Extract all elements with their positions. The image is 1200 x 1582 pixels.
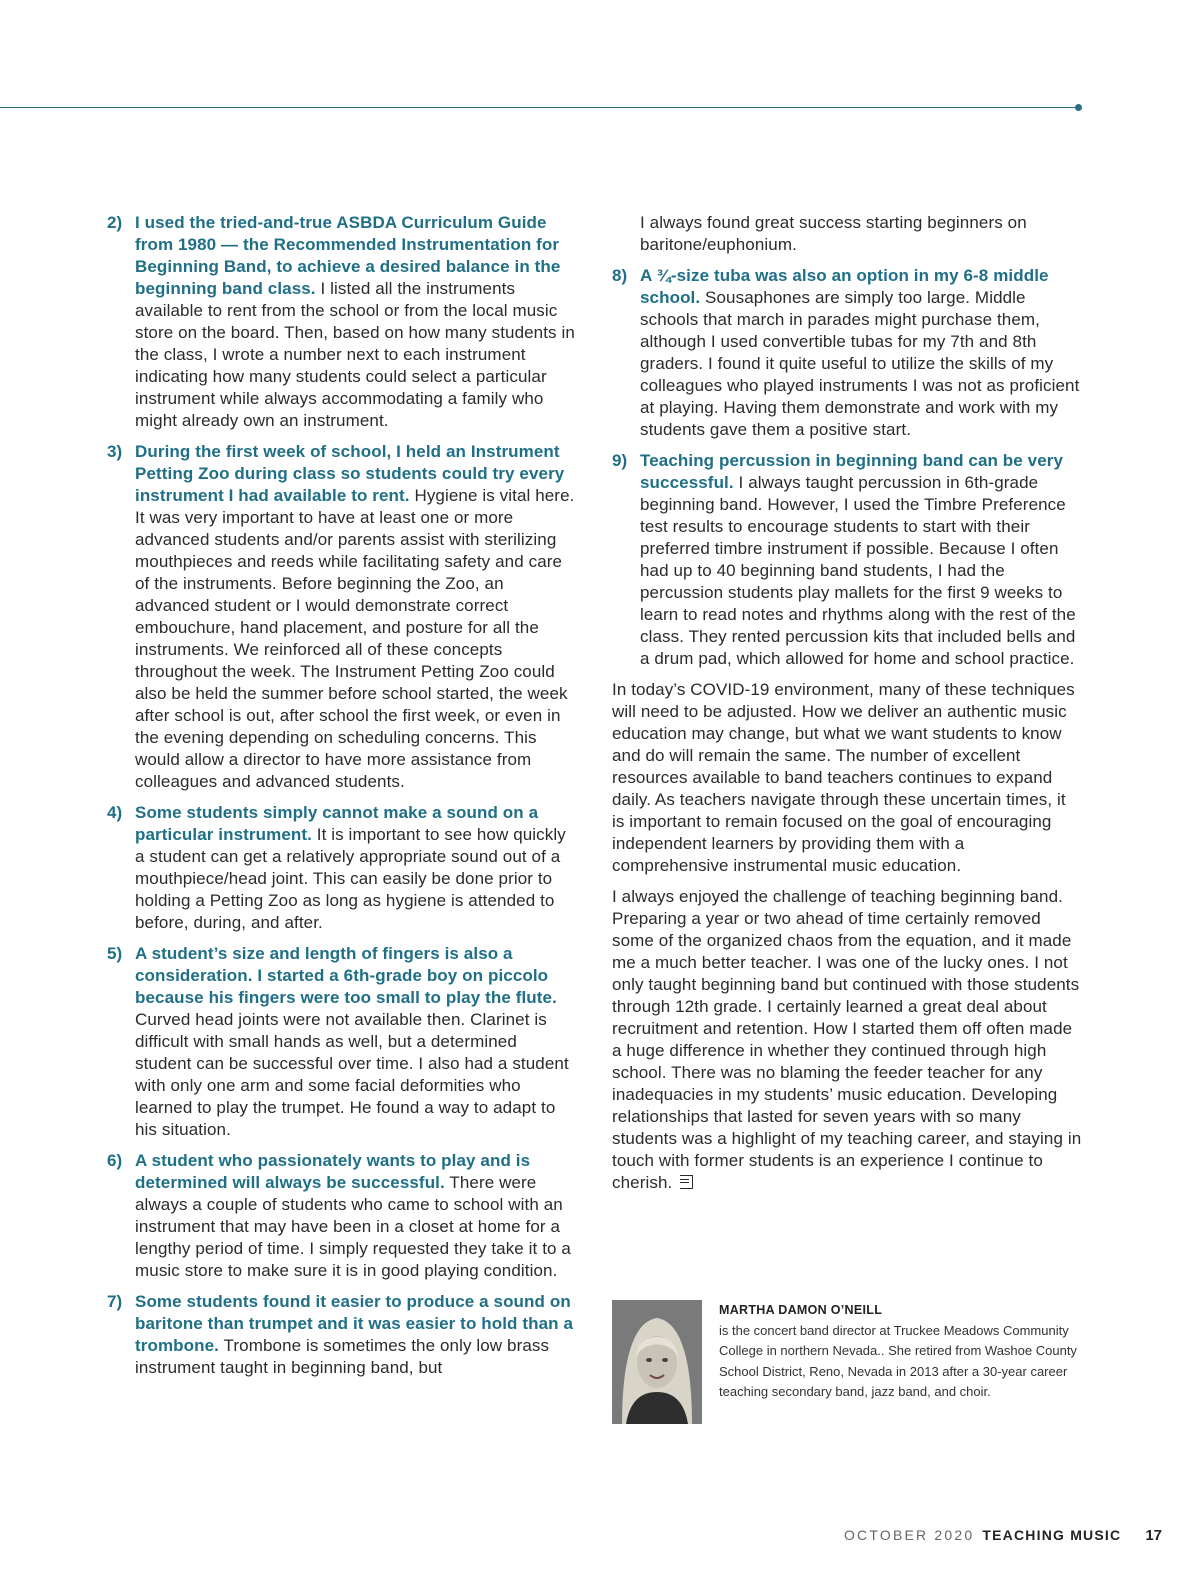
item-number: 2) — [107, 213, 123, 232]
item-lead: I used the tried-and-true ASBDA Curriculum Guide from 1980 — the Recommended Instrumentation for Beginning Band, to achieve a desired balance in the beginning band class. — [135, 213, 561, 298]
publication-name: TEACHING MUSIC — [982, 1527, 1122, 1543]
list-item-4 — [107, 802, 577, 934]
item-body: I always taught percussion in 6th-grade beginning band. However, I used the Timbre Preference test results to encourage students to start with their preferred timbre instrument if possible. Because I often had up to 40 beginning band students, I had the percussion students play mallets for the first 9 weeks to learn to read notes and rhythms along with the rest of the class. They rented percussion kits that included bells and a drum pad, which allowed for home and school practice. — [640, 473, 1076, 668]
list-item-8 — [612, 265, 1082, 441]
item-number: 8) — [612, 266, 628, 285]
item-body: Trombone is sometimes the only low brass instrument taught in beginning band, but — [135, 1336, 550, 1377]
issue-date: OCTOBER 2020 — [843, 1527, 975, 1543]
item-lead: Teaching percussion in beginning band can be very successful. — [640, 451, 1064, 492]
body-paragraph-covid: In today’s COVID-19 environment, many of these techniques will need to be adjusted. How we deliver an authentic music education may change, but what we want students to know and do will remain the same. The number of excellent resources available to band teachers continues to expand daily. As teachers navigate through these uncertain times, it is important to remain focused on the goal of encouraging independent learners by providing them with a comprehensive instrumental music education. — [612, 680, 1075, 875]
item-lead: A ¾-size tuba was also an option in my 6-8 middle school. — [640, 266, 1049, 307]
header-rule — [0, 107, 1078, 108]
left-column — [107, 212, 577, 1388]
closing-text: I always enjoyed the challenge of teaching beginning band. Preparing a year or two ahead of time certainly removed some of the organized chaos from the equation, and it made me a much better teacher. I was one of the lucky ones. I not only taught beginning band but continued with those students through 12th grade. I certainly learned a great deal about recruitment and retention. How I started them off often made a huge difference in whether they continued through high school. There was no blaming the feeder teacher for any inadequacies in my students’ music education. Developing relationships that lasted for seven years with so many students was a highlight of my teaching career, and staying in touch with former students is an experience I continue to cherish. — [612, 887, 1082, 1192]
item-lead: Some students simply cannot make a sound on a particular instrument. — [135, 803, 539, 844]
item-number: 4) — [107, 803, 123, 822]
author-portrait-icon — [612, 1300, 702, 1424]
item-body: I listed all the instruments available to rent from the school or from the local music store on the board. Then, based on how many students in the class, I wrote a number next to each instrument indicating how many students could select a particular instrument while always accommodating a family who might already own an instrument. — [135, 279, 575, 430]
list-item-7 — [107, 1291, 577, 1379]
item-number: 9) — [612, 451, 628, 470]
header-rule-dot — [1075, 104, 1082, 111]
author-photo — [612, 1300, 702, 1424]
author-name: MARTHA DAMON O’NEILL — [719, 1303, 883, 1317]
item-number: 7) — [107, 1292, 123, 1311]
list-item-7-continued: I always found great success starting beginners on baritone/euphonium. — [640, 213, 1027, 254]
item-number: 6) — [107, 1151, 123, 1170]
body-paragraph-closing — [612, 886, 1082, 1194]
end-of-article-icon — [680, 1175, 693, 1189]
item-number: 5) — [107, 944, 123, 963]
list-item-2 — [107, 212, 577, 432]
list-item-3 — [107, 441, 577, 793]
item-lead: During the first week of school, I held an Instrument Petting Zoo during class so students could try every instrument I had available to rent. — [135, 442, 565, 505]
author-bio-text — [719, 1300, 1089, 1403]
item-body: Hygiene is vital here. It was very important to have at least one or more advanced students and/or parents assist with sterilizing mouthpieces and reeds while facilitating safety and care of the instruments. Before beginning the Zoo, an advanced student or I would demonstrate correct embouchure, hand placement, and posture for all the instruments. We reinforced all of these concepts throughout the week. The Instrument Petting Zoo could also be held the summer before school started, the week after school is out, after school the first week, or even in the evening depending on scheduling concerns. This would allow a director to have more assistance from colleagues and advanced students. — [135, 486, 575, 791]
item-body: There were always a couple of students who came to school with an instrument that may have been in a closet at home for a lengthy period of time. I simply requested they take it to a music store to make sure it is in good playing condition. — [135, 1173, 571, 1280]
page-footer — [844, 1527, 1162, 1544]
item-body: Sousaphones are simply too large. Middle schools that march in parades might purchase them, although I used convertible tubas for my 7th and 8th graders. I found it quite useful to utilize the skills of my colleagues who played instruments I was not as proficient at playing. Having them demonstrate and work with my students gave them a positive start. — [640, 288, 1080, 439]
author-description: is the concert band director at Truckee Meadows Community College in northern Nevada.. She retired from Washoe County School District, Reno, Nevada in 2013 after a 30-year career teaching secondary band, jazz band, and choir. — [719, 1322, 1077, 1399]
list-item-9 — [612, 450, 1082, 670]
item-lead: A student’s size and length of fingers is also a consideration. I started a 6th-grade boy on piccolo because his fingers were too small to play the flute. — [135, 944, 557, 1007]
list-item-5 — [107, 943, 577, 1141]
item-lead: Some students found it easier to produce a sound on baritone than trumpet and it was easier to hold than a trombone. — [135, 1292, 574, 1355]
item-lead: A student who passionately wants to play and is determined will always be successful. — [135, 1151, 531, 1192]
item-number: 3) — [107, 442, 123, 461]
list-item-6 — [107, 1150, 577, 1282]
page-number: 17 — [1145, 1527, 1162, 1544]
item-body: It is important to see how quickly a student can get a relatively appropriate sound out of a mouthpiece/head joint. This can easily be done prior to holding a Petting Zoo as long as hygiene is attended to before, during, and after. — [135, 825, 566, 932]
right-column — [612, 212, 1082, 1203]
item-body: Curved head joints were not available then. Clarinet is difficult with small hands as well, but a determined student can be successful over time. I also had a student with only one arm and some facial deformities who learned to play the trumpet. He found a way to adapt to his situation. — [135, 1010, 569, 1139]
